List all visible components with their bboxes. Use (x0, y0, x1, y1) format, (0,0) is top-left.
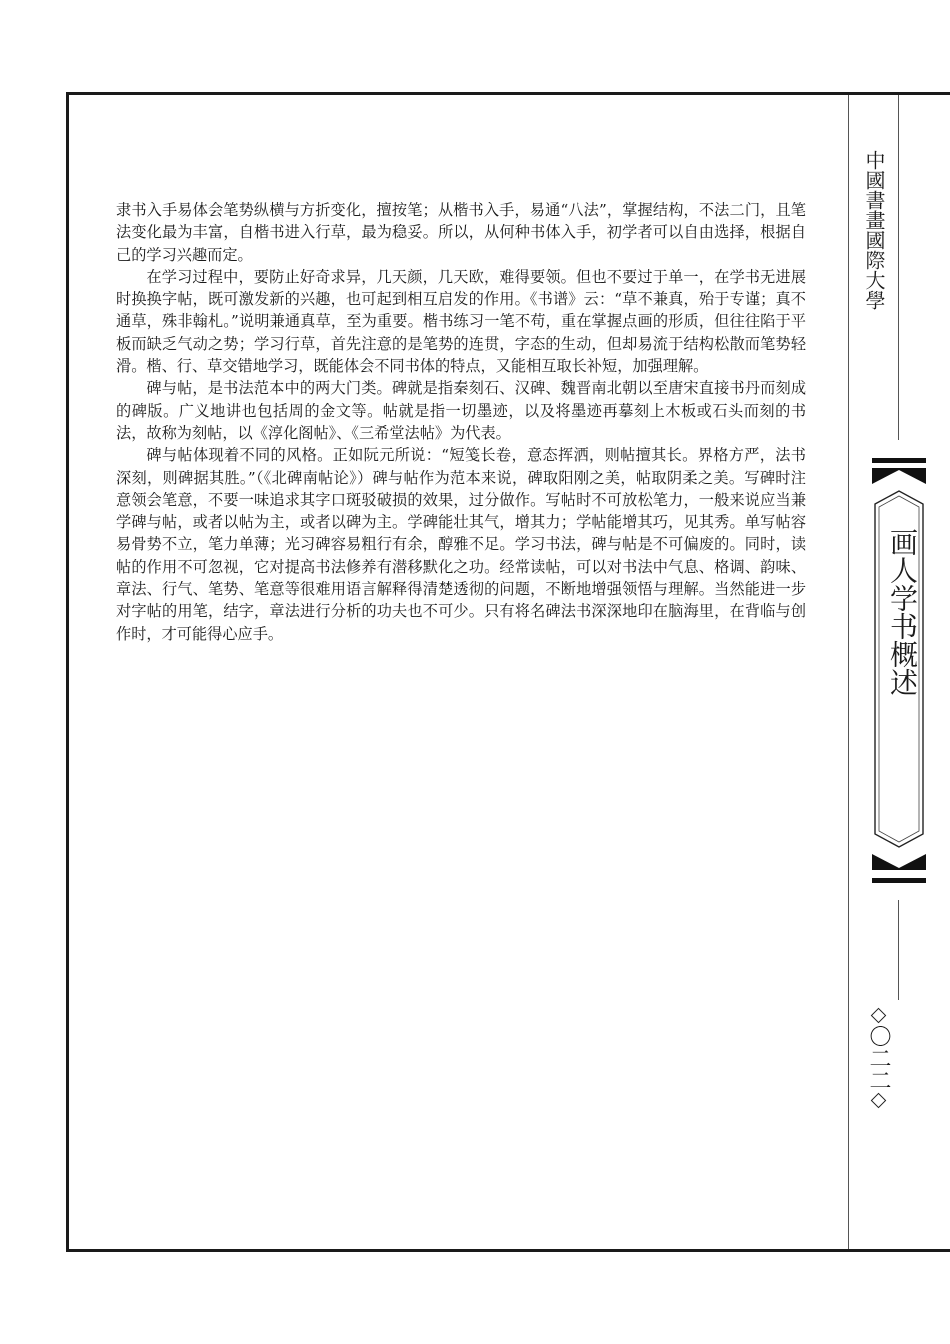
frame-left-border (66, 92, 69, 1252)
page-number (860, 1006, 890, 1110)
cartouche-top-bar (872, 458, 926, 463)
cartouche-bottom-bar (872, 878, 926, 883)
frame-bottom-border (66, 1249, 950, 1252)
side-rule-upper (898, 95, 899, 440)
paragraph: 在学习过程中，要防止好奇求异，几天颜，几天欧，难得要领。但也不要过于单一，在学书无进展时换换字帖，既可激发新的兴趣，也可起到相互启发的作用。《书谱》云：“草不兼真，殆于专谨；真不通草，殊非翰札。”说明兼通真草，至为重要。楷书练习一笔不苟，重在掌握点画的形质，但往往陷于平板而缺乏气动之势；学习行草，首先注意的是笔势的连贯，字态的生动，但却易流于结构松散而笔势轻滑。楷、行、草交错地学习，既能体会不同书体的特点，又能相互取长补短，加强理解。 (116, 267, 806, 376)
cartouche-bottom-ornament (872, 850, 926, 870)
running-head: 中國書畫國際大學 (862, 150, 886, 310)
body-text (116, 199, 806, 645)
frame-top-border (66, 92, 950, 95)
paragraph: 隶书入手易体会笔势纵横与方折变化，擅按笔；从楷书入手，易通“八法”，掌握结构，不法二门，且笔法变化最为丰富，自楷书进入行草，最为稳妥。所以，从何种书体入手，初学者可以自由选择，根据自己的学习兴趣而定。 (116, 201, 806, 264)
page-number-text: 〇二二 (866, 1025, 891, 1091)
chapter-title: 画人学书概述 (886, 528, 919, 696)
margin-divider-line (848, 95, 849, 1249)
diamond-ornament-icon (870, 1093, 886, 1109)
paragraph: 碑与帖体现着不同的风格。正如阮元所说：“短笺长卷，意态挥洒，则帖擅其长。界格方严，法书深刻，则碑据其胜。”（《北碑南帖论》）碑与帖作为范本来说，碑取阳刚之美，帖取阴柔之美。写碑时注意领会笔意，不要一味追求其字口斑驳破损的效果，过分做作。写帖时不可放松笔力，一般来说应当兼学碑与帖，或者以帖为主，或者以碑为主。学碑能壮其气，增其力；学帖能增其巧，见其秀。单写帖容易骨势不立，笔力单薄；光习碑容易粗行有余，醇雅不足。学习书法，碑与帖是不可偏废的。同时，读帖的作用不可忽视，它对提高书法修养有潜移默化之功。经常读帖，可以对书法中气息、格调、韵味、章法、行气、笔势、笔意等很难用语言解释得清楚透彻的问题，不断地增强领悟与理解。当然能进一步对字帖的用笔，结字，章法进行分析的功夫也不可少。只有将名碑法书深深地印在脑海里，在背临与创作时，才可能得心应手。 (116, 446, 806, 643)
diamond-ornament-icon (870, 1008, 886, 1024)
paragraph: 碑与帖，是书法范本中的两大门类。碑就是指秦刻石、汉碑、魏晋南北朝以至唐宋直接书丹而刻成的碑版。广义地讲也包括周的金文等。帖就是指一切墨迹，以及将墨迹再摹刻上木板或石头而刻的书法，故称为刻帖，以《淳化阁帖》、《三希堂法帖》为代表。 (116, 379, 806, 442)
cartouche-top-ornament (872, 468, 926, 488)
side-rule-lower (898, 900, 899, 1000)
